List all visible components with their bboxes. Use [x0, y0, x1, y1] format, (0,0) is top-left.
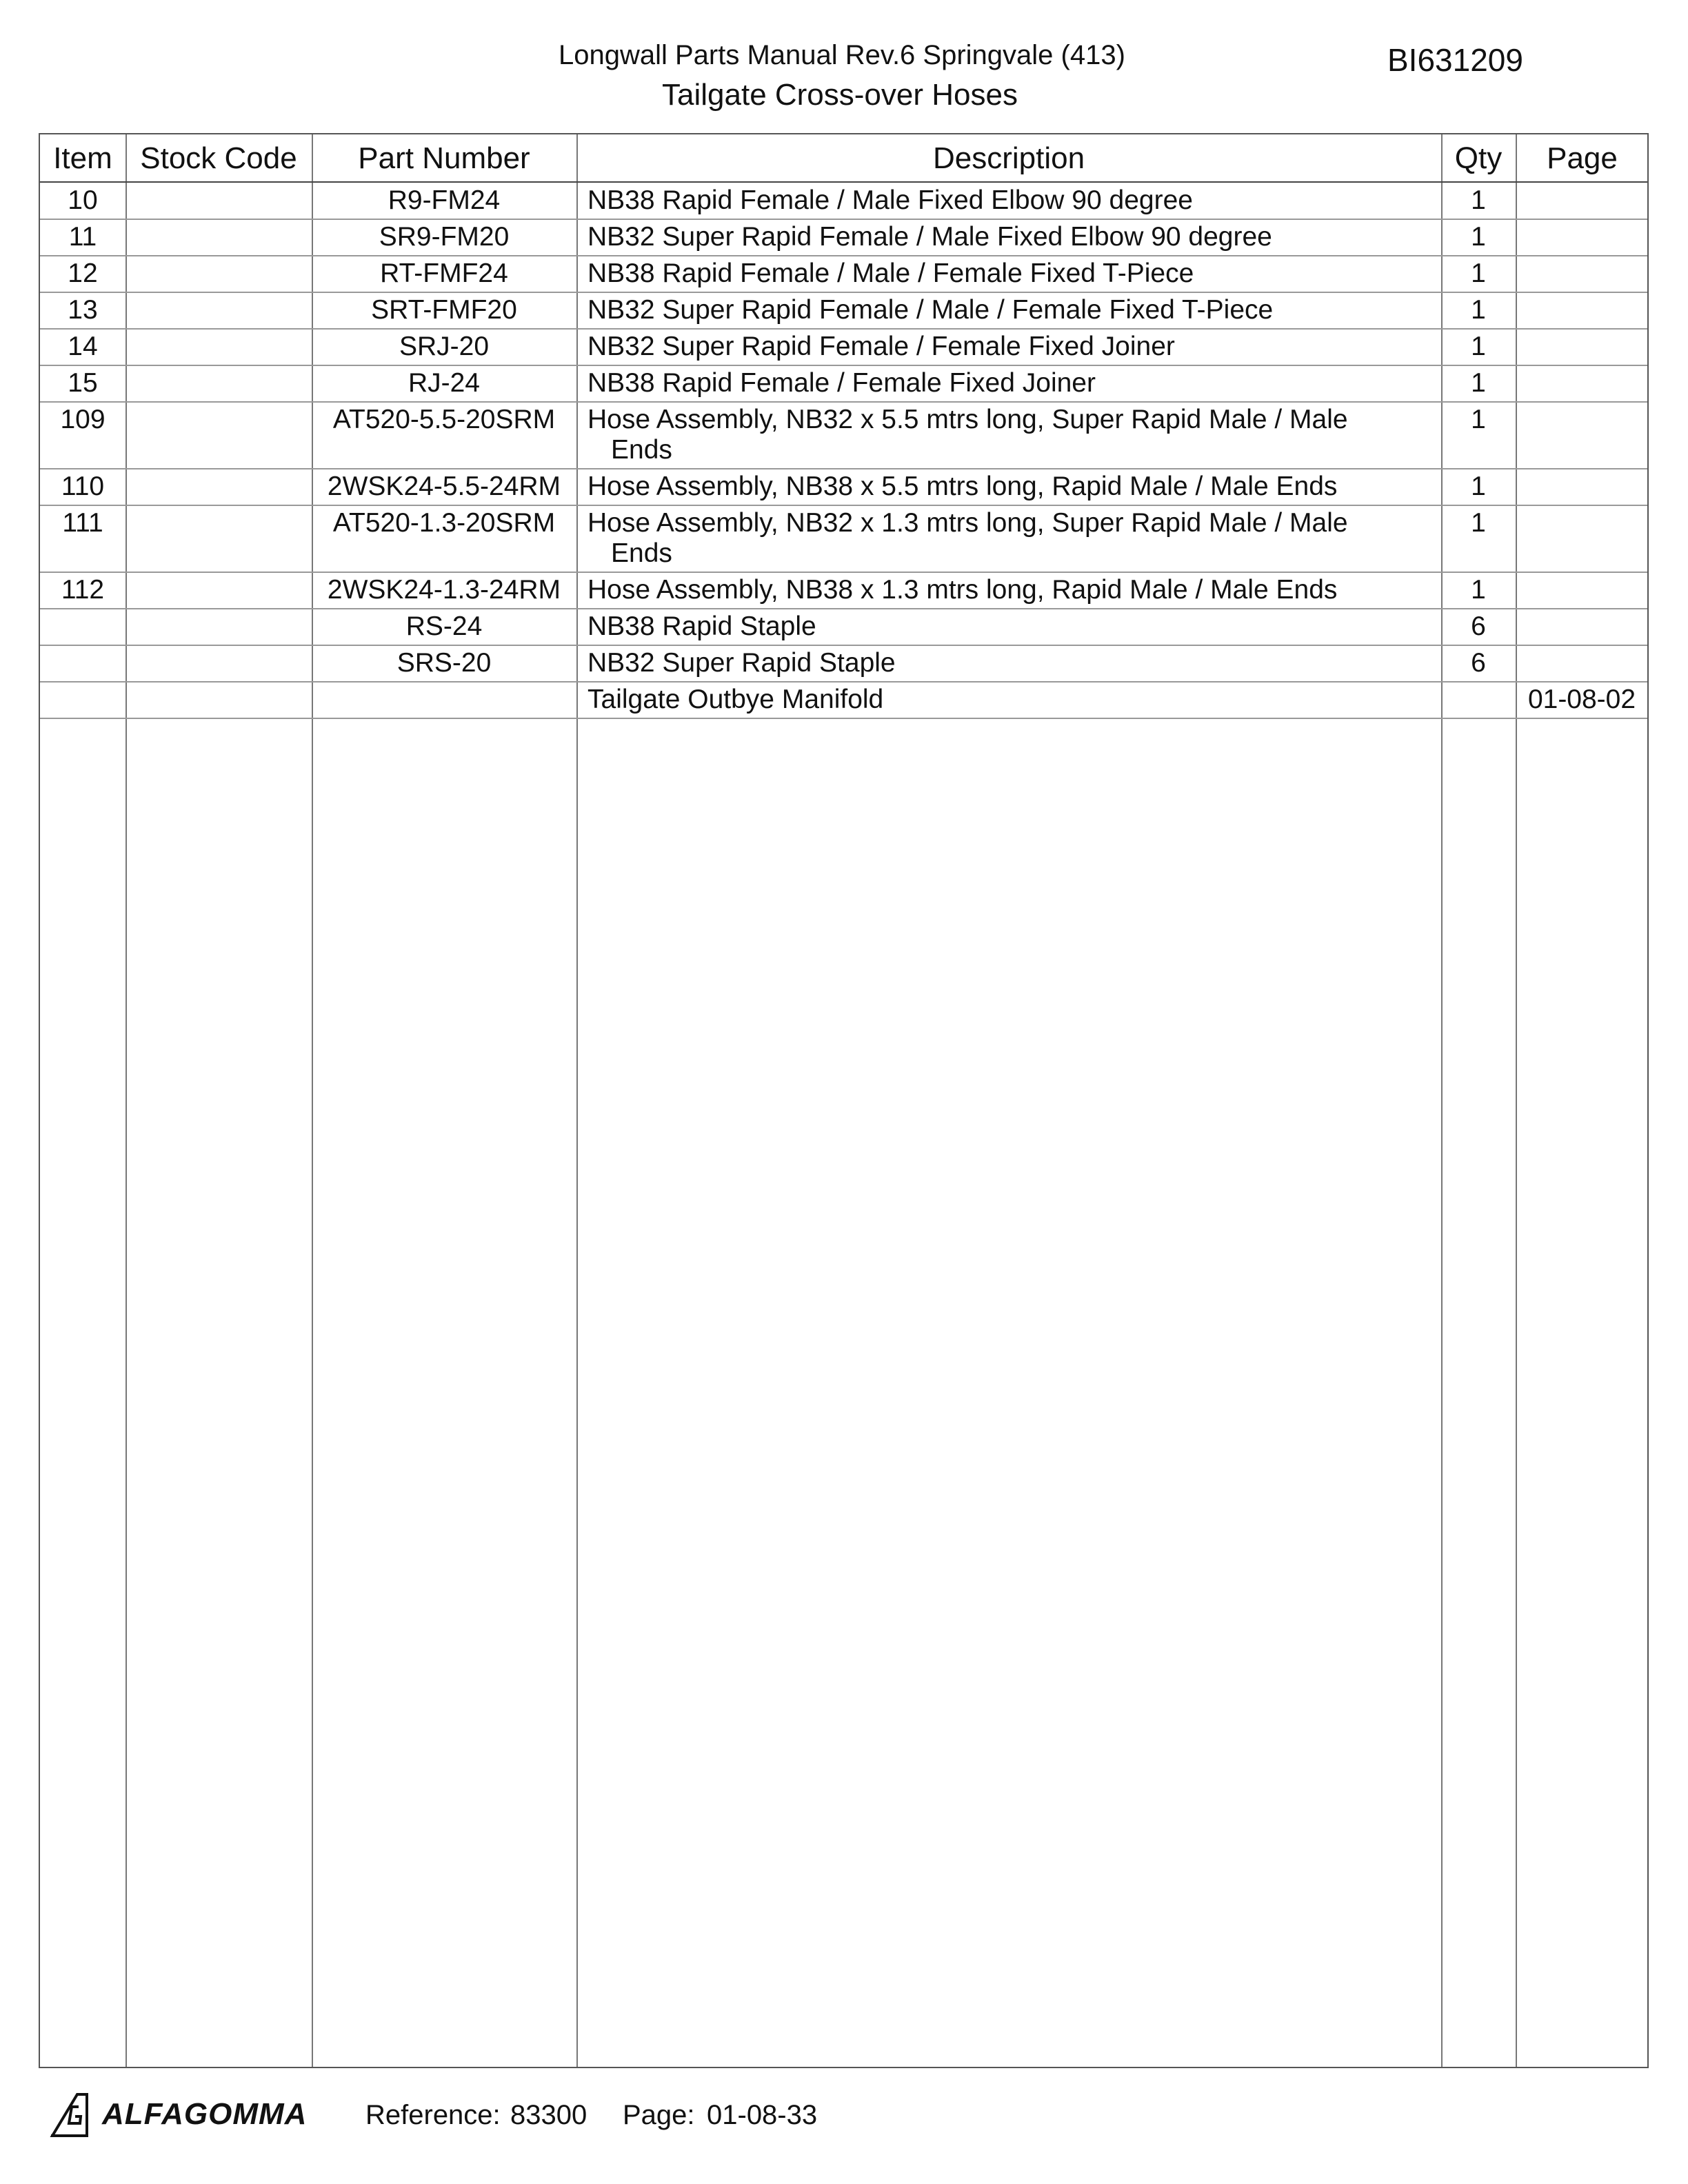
cell-description: NB32 Super Rapid Female / Male / Female Fixed T-Piece [587, 295, 1274, 325]
cell-description: NB32 Super Rapid Female / Female Fixed Joiner [587, 332, 1175, 361]
cell-part-number: AT520-1.3-20SRM [332, 508, 556, 538]
column-header-description: Description [932, 141, 1085, 175]
cell-description [587, 508, 1436, 569]
cell-qty: 1 [1471, 575, 1486, 605]
cell-qty: 1 [1471, 295, 1486, 325]
row-divider [40, 645, 1647, 646]
column-header-item: Item [53, 141, 112, 175]
row-divider [40, 365, 1647, 366]
cell-part-number: RS-24 [405, 611, 483, 641]
cell-qty: 1 [1471, 222, 1486, 252]
alfagomma-logo-icon [48, 2093, 90, 2137]
description-continuation: Ends [611, 435, 672, 465]
cell-part-number: R9-FM24 [388, 185, 501, 215]
cell-description: Hose Assembly, NB38 x 1.3 mtrs long, Rapid Male / Male Ends [587, 575, 1338, 605]
row-divider [40, 255, 1647, 256]
column-header-page: Page [1547, 141, 1618, 175]
document-code: BI631209 [1387, 42, 1523, 78]
manual-title: Longwall Parts Manual Rev.6 Springvale (413) [559, 40, 1125, 70]
column-divider [1516, 134, 1517, 2067]
cell-qty: 1 [1471, 508, 1486, 538]
description-continuation: Ends [611, 538, 672, 568]
cell-item: 14 [68, 332, 98, 361]
row-divider [40, 219, 1647, 220]
row-divider [40, 468, 1647, 469]
description-line: Hose Assembly, NB32 x 5.5 mtrs long, Super Rapid Male / Male [587, 405, 1348, 434]
cell-item: 110 [61, 472, 105, 501]
cell-description: NB38 Rapid Female / Male / Female Fixed T-Piece [587, 259, 1194, 288]
cell-description: NB38 Rapid Female / Female Fixed Joiner [587, 368, 1096, 398]
cell-description: NB38 Rapid Female / Male Fixed Elbow 90 degree [587, 185, 1193, 215]
reference-value: 83300 [510, 2100, 587, 2130]
cell-item: 111 [62, 508, 103, 538]
cell-description: NB32 Super Rapid Staple [587, 648, 896, 678]
column-divider [125, 134, 127, 2067]
description-line: Hose Assembly, NB32 x 1.3 mtrs long, Super Rapid Male / Male [587, 508, 1348, 538]
cell-part-number: SRS-20 [396, 648, 492, 678]
column-header-stock-code: Stock Code [140, 141, 297, 175]
page-title: Tailgate Cross-over Hoses [662, 78, 1018, 112]
cell-qty: 6 [1471, 611, 1486, 641]
cell-item: 10 [68, 185, 98, 215]
cell-part-number: SRJ-20 [399, 332, 490, 361]
cell-description: Hose Assembly, NB38 x 5.5 mtrs long, Rapid Male / Male Ends [587, 472, 1338, 501]
header-divider [40, 181, 1647, 183]
cell-qty: 1 [1471, 472, 1486, 501]
row-divider [40, 292, 1647, 293]
cell-part-number: SRT-FMF20 [371, 295, 517, 325]
brand-name: ALFAGOMMA [102, 2097, 308, 2131]
cell-description [587, 405, 1436, 465]
reference-label: Reference: [365, 2100, 501, 2130]
cell-part-number: SR9-FM20 [379, 222, 510, 252]
column-divider [576, 134, 578, 2067]
cell-part-number: RT-FMF24 [380, 259, 508, 288]
cell-qty: 1 [1471, 185, 1486, 215]
cell-description: NB38 Rapid Staple [587, 611, 816, 641]
cell-item: 112 [61, 575, 105, 605]
cell-item: 12 [68, 259, 98, 288]
cell-item: 15 [68, 368, 98, 398]
row-divider [40, 328, 1647, 330]
cell-qty: 1 [1471, 259, 1486, 288]
row-divider [40, 572, 1647, 573]
row-divider [40, 718, 1647, 719]
column-header-qty: Qty [1454, 141, 1503, 175]
cell-qty: 1 [1471, 405, 1486, 434]
cell-description: NB32 Super Rapid Female / Male Fixed Elbow 90 degree [587, 222, 1272, 252]
row-divider [40, 401, 1647, 403]
cell-description: Tailgate Outbye Manifold [587, 685, 884, 714]
cell-qty: 1 [1471, 368, 1486, 398]
cell-part-number: RJ-24 [408, 368, 481, 398]
cell-item: 13 [68, 295, 98, 325]
parts-table [39, 133, 1649, 2068]
row-divider [40, 681, 1647, 682]
cell-item: 11 [68, 222, 97, 252]
cell-page-link[interactable]: 01-08-02 [1527, 685, 1636, 714]
cell-part-number: 2WSK24-1.3-24RM [327, 575, 561, 605]
cell-part-number: 2WSK24-5.5-24RM [327, 472, 561, 501]
cell-part-number: AT520-5.5-20SRM [332, 405, 556, 434]
column-header-part-number: Part Number [358, 141, 530, 175]
page-number: 01-08-33 [707, 2100, 818, 2130]
row-divider [40, 608, 1647, 609]
cell-qty: 1 [1471, 332, 1486, 361]
cell-item: 109 [60, 405, 106, 434]
row-divider [40, 505, 1647, 506]
page-label: Page: [623, 2100, 695, 2130]
cell-qty: 6 [1471, 648, 1486, 678]
